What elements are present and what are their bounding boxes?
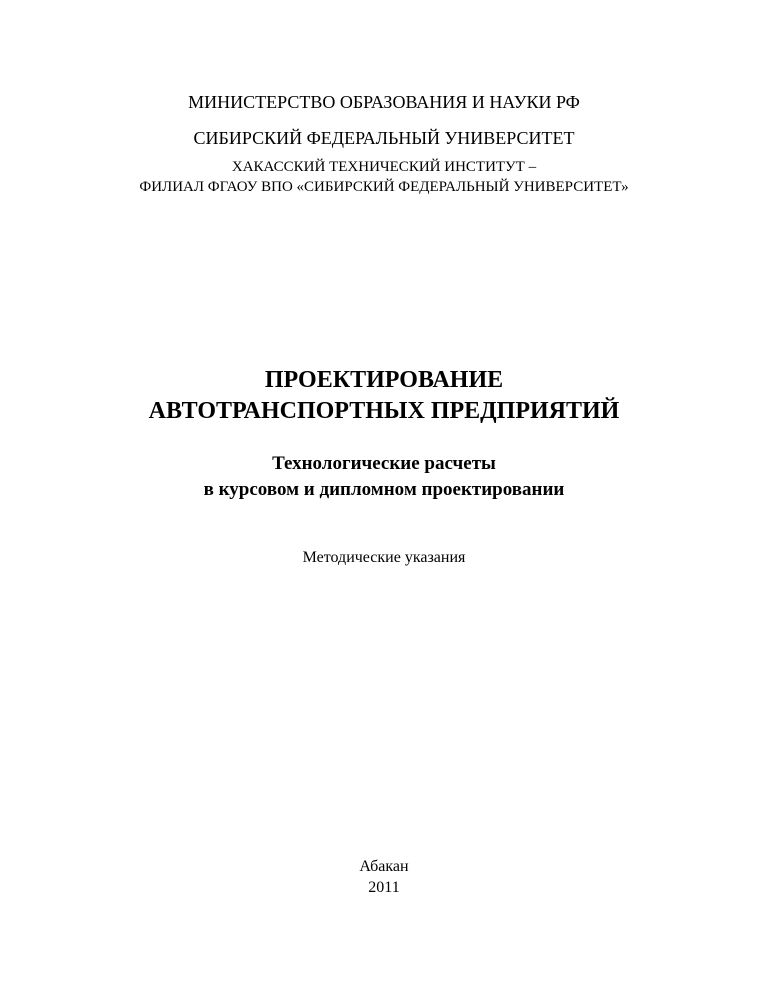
document-subtitle-line1: Технологические расчеты bbox=[272, 453, 496, 474]
document-subtitle-line2: в курсовом и дипломном проектировании bbox=[203, 479, 565, 500]
university-heading: СИБИРСКИЙ ФЕДЕРАЛЬНЫЙ УНИВЕРСИТЕТ bbox=[193, 128, 575, 148]
document-type: Методические указания bbox=[302, 549, 466, 566]
publication-city: Абакан bbox=[359, 858, 409, 875]
publication-year: 2011 bbox=[368, 879, 400, 896]
document-title-line2: АВТОТРАНСПОРТНЫХ ПРЕДПРИЯТИЙ bbox=[148, 398, 620, 424]
institute-heading-line2: ФИЛИАЛ ФГАОУ ВПО «СИБИРСКИЙ ФЕДЕРАЛЬНЫЙ УНИВЕРСИТЕТ» bbox=[139, 179, 629, 195]
ministry-heading: МИНИСТЕРСТВО ОБРАЗОВАНИЯ И НАУКИ РФ bbox=[188, 92, 580, 112]
institute-heading-line1: ХАКАССКИЙ ТЕХНИЧЕСКИЙ ИНСТИТУТ – bbox=[231, 159, 537, 175]
document-title-line1: ПРОЕКТИРОВАНИЕ bbox=[264, 367, 504, 393]
